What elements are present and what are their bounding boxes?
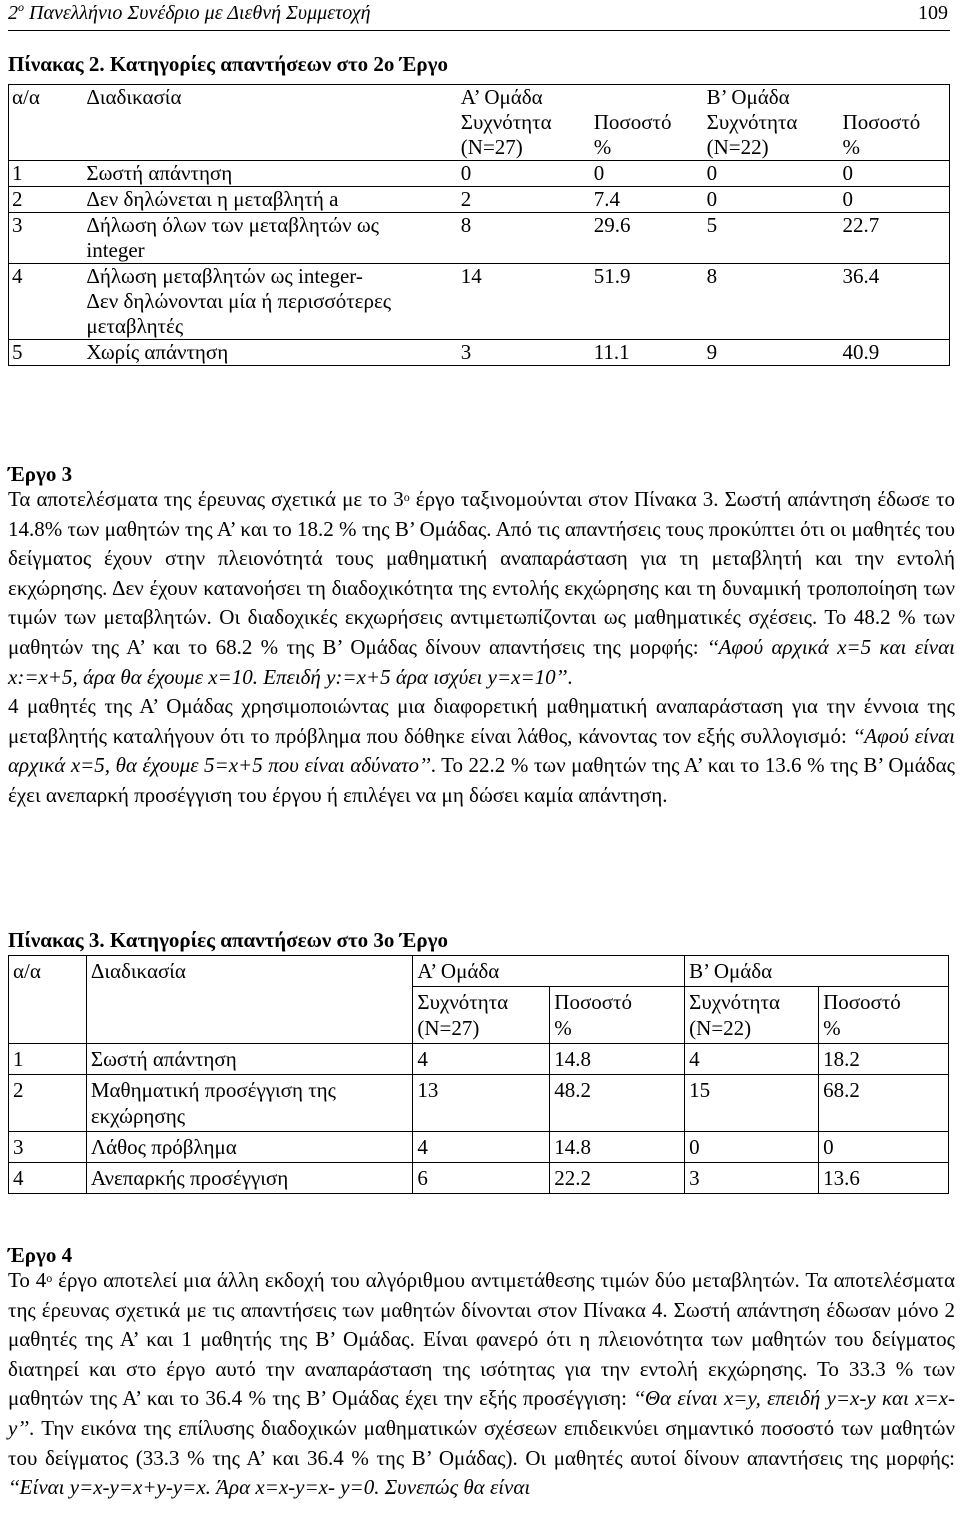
col-header-pct-a: Ποσοστό % (591, 110, 704, 161)
col-header-num: α/α (9, 956, 87, 987)
col-header-pct-b: Ποσοστό % (840, 110, 950, 161)
col-header-procedure: Διαδικασία (86, 956, 413, 987)
col-header-num: α/α (9, 85, 84, 111)
section-title-ergo3: Έργο 3 (8, 462, 73, 486)
table-row: 1 Σωστή απάντηση 0 0 0 0 (9, 161, 950, 187)
col-header-group-b: Β’ Ομάδα (704, 85, 950, 111)
ergo4-text (8, 1266, 955, 1503)
table-row: 2 Μαθηματική προσέγγιση της εκχώρησης 13 48.2 15 68.2 (9, 1075, 949, 1132)
section-title-ergo4: Έργο 4 (8, 1243, 73, 1267)
ergo3-text (8, 485, 955, 811)
table-row: 3 Δήλωση όλων των μεταβλητών ως integer 8 29.6 5 22.7 (9, 213, 950, 264)
col-header-pct-a: Ποσοστό % (550, 987, 685, 1044)
paragraph: 4 μαθητές της Α’ Ομάδας χρησιμοποιώντας μια διαφορετική μαθηματική αναπαράσταση για την έννοια της μεταβλητής καταλήγουν ότι το πρόβλημα που δόθηκε είναι λάθος, κάνοντας τον εξής συλλογισμό: ‘‘Αφού είναι αρχικά x=5, θα έχουμε 5=x+5 που είναι αδύνατο’’. Το 22.2 % των μαθητών της Α’ και το 13.6 % της Β’ Ομάδας έχει ανεπαρκή προσέγγιση του έργου ή επιλέγει να μη δώσει καμία απάντηση. (8, 694, 956, 807)
table-2 (8, 84, 950, 366)
col-header-freq-b: Συχνότητα (Ν=22) (685, 987, 819, 1044)
col-header-group-a: Α’ Ομάδα (460, 85, 543, 109)
table-row: 4 Ανεπαρκής προσέγγιση 6 22.2 3 13.6 (9, 1163, 949, 1194)
paragraph: Τα αποτελέσματα της έρευνας σχετικά με το $3^o$ έργο ταξινομούνται στον Πίνακα 3. Σωστή απάντηση έδωσε το 14.8% των μαθητών της Α’ και το 18.2 % της Β’ Ομάδας. Από τις απαντήσεις τους προκύπτει ότι οι μαθητές του δείγματος έχουν στην πλειονότητά τους μαθηματική αναπαράσταση για τη μεταβλητή και την εντολή εκχώρησης. Δεν έχουν κατανοήσει τη διαδοχικότητα της εντολής εκχώρησης και τη δυναμική τροποποίηση των τιμών των μεταβλητών. Οι διαδοχικές εκχωρήσεις αντιμετωπίζονται ως μαθηματικές σχέσεις. Το 48.2 % των μαθητών της Α’ και το 68.2 % της Β’ Ομάδας δίνουν απαντήσεις της μορφής: ‘‘Αφού αρχικά x=5 και είναι x:=x+5, άρα θα έχουμε x=10. Επειδή y:=x+5 άρα ισχύει y=x=10’’. (8, 487, 955, 689)
col-header-freq-a: Συχνότητα (Ν=27) (413, 987, 550, 1044)
col-header-freq-a: Συχνότητα (Ν=27) (458, 110, 591, 161)
table2-caption: Πίνακας 2. Κατηγορίες απαντήσεων στο 2ο Έργο (8, 52, 448, 76)
col-header-group-a: Α’ Ομάδα (413, 956, 685, 987)
table-row: 5 Χωρίς απάντηση 3 11.1 9 40.9 (9, 340, 950, 366)
col-header-freq-b: Συχνότητα (Ν=22) (704, 110, 840, 161)
table3-caption: Πίνακας 3. Κατηγορίες απαντήσεων στο 3ο Έργο (8, 928, 448, 952)
table-row: 3 Λάθος πρόβλημα 4 14.8 0 0 (9, 1132, 949, 1163)
table-3 (8, 955, 949, 1194)
paragraph: Το $4^o$ έργο αποτελεί μια άλλη εκδοχή του αλγόριθμου αντιμετάθεσης τιμών δύο μεταβλητών. Τα αποτελέσματα της έρευνας σχετικά με τις απαντήσεις των μαθητών δίνονται στον Πίνακα 4. Σωστή απάντηση έδωσαν μόνο 2 μαθητές της Α’ και 1 μαθητής της Β’ Ομάδας. Είναι φανερό ότι η πλειονότητα των μαθητών του δείγματος διατηρεί και στο έργο αυτό την αναπαράσταση της ισότητας για την εντολή εκχώρησης. Το 33.3 % των μαθητών της Α’ και το 36.4 % της Β’ Ομάδας έχει την εξής προσέγγιση: ‘‘Θα είναι x=y, επειδή y=x-y και x=x-y’’. Την εικόνα της επίλυσης διαδοχικών μαθηματικών σχέσεων επιδεικνύει σημαντικό ποσοστό των μαθητών του δείγματος (33.3 % της Α’ και 36.4 % της Β’ Ομάδας). Οι μαθητές αυτοί δίνουν απαντήσεις της μορφής: ‘‘Είναι y=x-y=x+y-y=x. Άρα x=x-y=x- y=0. Συνεπώς θα είναι (8, 1268, 955, 1500)
col-header-procedure: Διαδικασία (86, 85, 182, 109)
conference-title: $2^o$ Πανελλήνιο Συνέδριο με Διεθνή Συμμετοχή (8, 0, 371, 24)
col-header-pct-b: Ποσοστό % (819, 987, 949, 1044)
table-row: 4 Δήλωση μεταβλητών ως integer- Δεν δηλώνονται μία ή περισσότερες μεταβλητές 14 51.9 8 36.4 (9, 264, 950, 340)
page-number: 109 (918, 2, 948, 24)
table-row: 1 Σωστή απάντηση 4 14.8 4 18.2 (9, 1044, 949, 1075)
col-header-group-b: Β’ Ομάδα (685, 956, 949, 987)
table-row: 2 Δεν δηλώνεται η μεταβλητή a 2 7.4 0 0 (9, 187, 950, 213)
running-header (8, 0, 950, 31)
